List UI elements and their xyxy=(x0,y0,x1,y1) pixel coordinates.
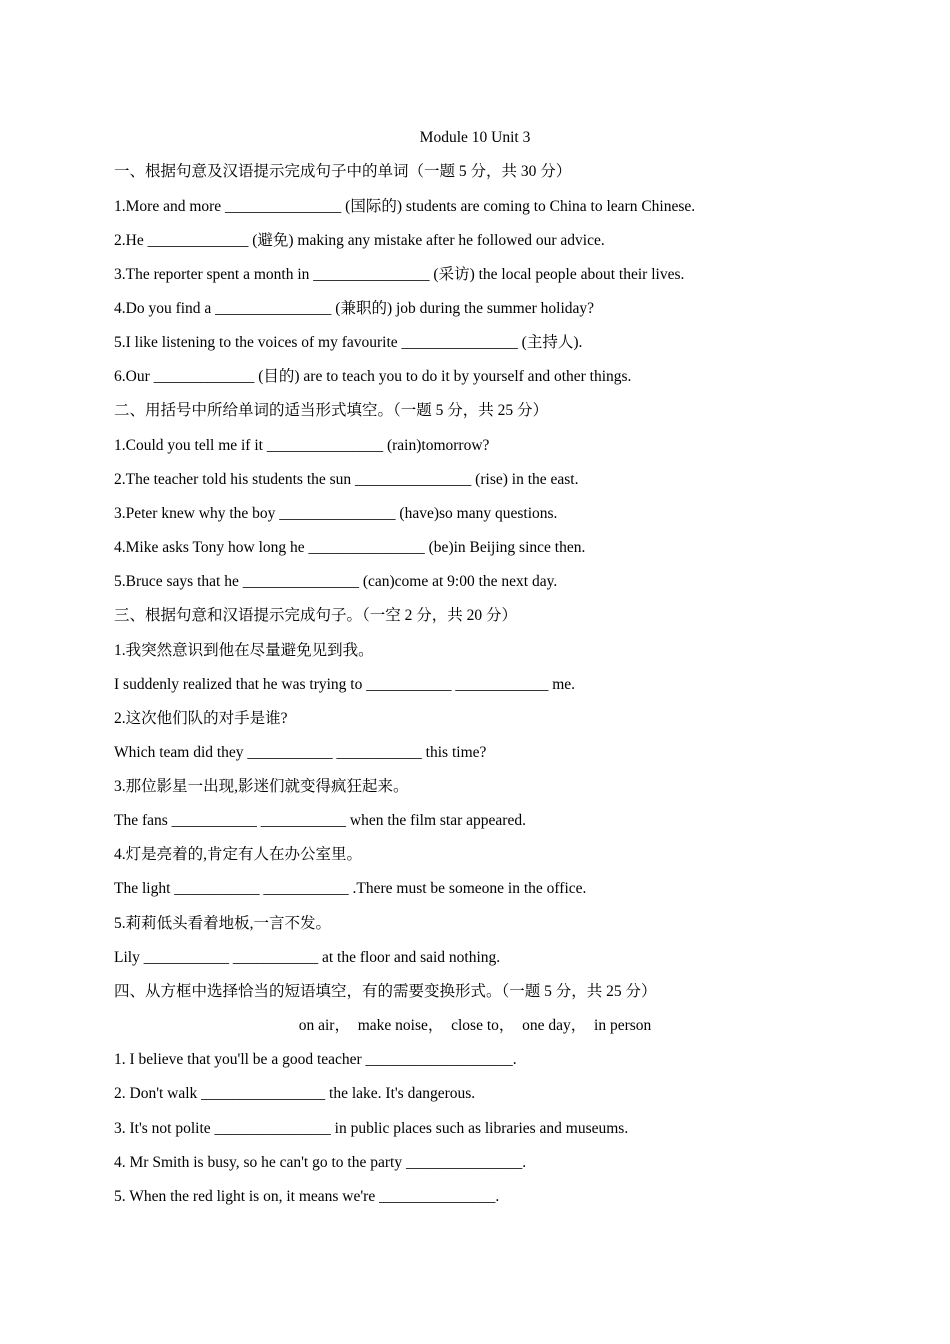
s2-question-5: 5.Bruce says that he _______________ (can)come at 9:00 the next day. xyxy=(114,573,558,590)
s1-question-6: 6.Our _____________ (目的) are to teach you to do it by yourself and other things. xyxy=(114,368,632,385)
s3-question-4-cn: 4.灯是亮着的,肯定有人在办公室里。 xyxy=(114,846,363,863)
s4-question-1: 1. I believe that you'll be a good teacher ___________________. xyxy=(114,1051,517,1068)
section2-heading: 二、用括号中所给单词的适当形式填空。（一题 5 分，共 25 分） xyxy=(114,402,549,419)
s3-question-5-cn: 5.莉莉低头看着地板,一言不发。 xyxy=(114,915,332,932)
s4-question-3: 3. It's not polite _______________ in public places such as libraries and museums. xyxy=(114,1120,629,1137)
s4-question-5: 5. When the red light is on, it means we're _______________. xyxy=(114,1188,500,1205)
s3-question-3-en: The fans ___________ ___________ when the film star appeared. xyxy=(114,812,526,829)
s1-question-3: 3.The reporter spent a month in _______________ (采访) the local people about their lives. xyxy=(114,266,685,283)
s4-question-4: 4. Mr Smith is busy, so he can't go to the party _______________. xyxy=(114,1154,527,1171)
s2-question-3: 3.Peter knew why the boy _______________ (have)so many questions. xyxy=(114,505,558,522)
section3-heading: 三、根据句意和汉语提示完成句子。（一空 2 分，共 20 分） xyxy=(114,607,518,624)
s2-question-1: 1.Could you tell me if it _______________ (rain)tomorrow? xyxy=(114,437,490,454)
s3-question-2-cn: 2.这次他们队的对手是谁? xyxy=(114,710,288,727)
s2-question-2: 2.The teacher told his students the sun _______________ (rise) in the east. xyxy=(114,471,579,488)
section1-heading: 一、根据句意及汉语提示完成句子中的单词（一题 5 分，共 30 分） xyxy=(114,163,572,180)
page-title: Module 10 Unit 3 xyxy=(419,129,531,146)
s2-question-4: 4.Mike asks Tony how long he _______________ (be)in Beijing since then. xyxy=(114,539,586,556)
s1-question-1: 1.More and more _______________ (国际的) students are coming to China to learn Chinese. xyxy=(114,198,696,215)
s4-question-2: 2. Don't walk ________________ the lake. It's dangerous. xyxy=(114,1085,476,1102)
s1-question-4: 4.Do you find a _______________ (兼职的) job during the summer holiday? xyxy=(114,300,595,317)
s1-question-5: 5.I like listening to the voices of my favourite _______________ (主持人). xyxy=(114,334,583,351)
s3-question-5-en: Lily ___________ ___________ at the floor and said nothing. xyxy=(114,949,501,966)
s3-question-1-en: I suddenly realized that he was trying to ___________ ____________ me. xyxy=(114,676,576,693)
s3-question-2-en: Which team did they ___________ ___________ this time? xyxy=(114,744,487,761)
section4-heading: 四、从方框中选择恰当的短语填空，有的需要变换形式。（一题 5 分，共 25 分） xyxy=(114,983,657,1000)
s3-question-3-cn: 3.那位影星一出现,影迷们就变得疯狂起来。 xyxy=(114,778,409,795)
s3-question-1-cn: 1.我突然意识到他在尽量避免见到我。 xyxy=(114,642,374,659)
word-box: on air， make noise， close to， one day， in person xyxy=(298,1017,652,1034)
s1-question-2: 2.He _____________ (避免) making any mistake after he followed our advice. xyxy=(114,232,605,249)
s3-question-4-en: The light ___________ ___________ .There must be someone in the office. xyxy=(114,880,587,897)
